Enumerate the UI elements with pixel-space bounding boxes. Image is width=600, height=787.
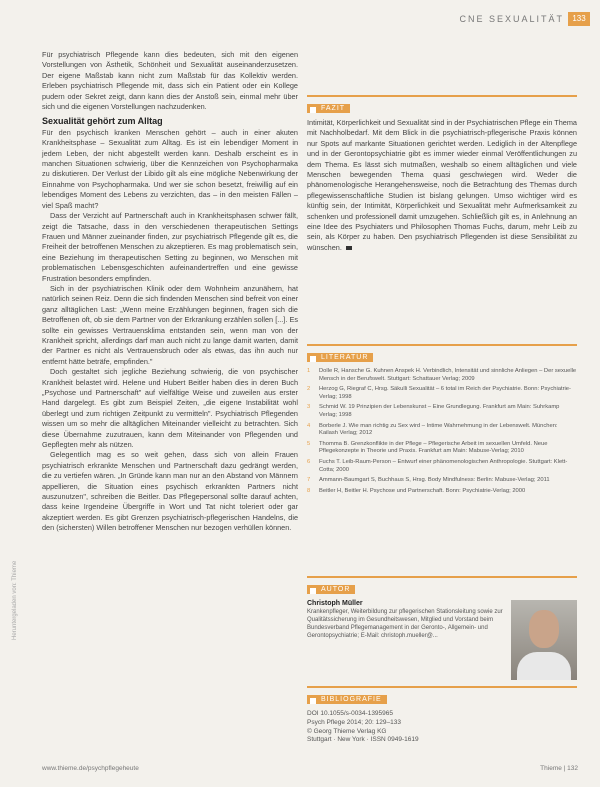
paragraph: Doch gestaltet sich jegliche Beziehung schwierig, die von psychischer Krankheit belastet wird. Helene und Hubert Beitler haben dies in deren Buch „Psychose und Partnerschaft" auf vielfältige Weise und zuweilen aus erster Hand dargelegt. Es gibt zum Beispiel Zeiten, „die eigene Instabilität wohl überlegt und zum richtigen Zeitpunkt zu vermitteln". Psychiatrisch Pflegenden wissen um so mehr die alltäglichen Miteinander vielleicht zu betrachten. Sich diese Übernahme zuzutrauen, kann dem Miteinander von Pflegenden und Gepflegten mehr als nützen. [42,367,298,450]
literatur-number: 4 [307,422,311,429]
literatur-number: 8 [307,487,311,494]
literatur-text: Ammann-Baumgart S, Buchhaus S, Hrsg. Body Mindfulness: Berlin: Mabuse-Verlag; 2011 [319,477,550,484]
bib-line: DOI 10.1055/s-0034-1395965 [307,710,394,717]
literatur-box [307,344,577,498]
literatur-text: Thomma B. Grenzkonflikte in der Pflege – Pflegerische Arbeit im sexuellen Umfeld. Neue Pflegekonzepte in Theorie und Praxis. Frankfurt am Main: Mabuse-Verlag; 2010 [319,440,548,455]
literatur-item [307,368,577,383]
literatur-text: Borberle J. Wie man richtig zu Sex wird – Intime Wahrnehmung in der Lebenswelt. München: Kailash Verlag; 2012 [319,422,558,437]
literatur-item [307,459,577,474]
bibliografie-box [307,686,577,745]
bibliografie-label: BIBLIOGRAFIE [307,695,387,704]
bib-line: © Georg Thieme Verlag KG [307,727,387,735]
author-photo [511,600,577,680]
paragraph: Für den psychisch kranken Menschen gehört – auch in einer akuten Krankheitsphase – Sexualität zum Alltag. Es ist ein lebendiger Moment in jedem Leben, der nicht abgestellt werden kann. Deshalb erscheint es in manchen Situationen schwierig, über die Kennzeichen von Psychopharmaka zu diskutieren. Der Verlust der Libido gilt als eine mögliche Nebenwirkung der Einnahme von Psychopharmaka. Und wer sie schon besetzt, freiwillig auf ein lebendiges Moment des Lebens zu verzichten, das – in den meisten Fällen – viel Spaß macht? [42,127,298,210]
fazit-label: FAZIT [307,104,350,113]
bib-line: Psych Pflege 2014; 20: 129–133 [307,718,401,726]
literatur-number: 3 [307,404,311,411]
author-name: Christoph Müller [307,600,363,607]
literatur-item [307,423,577,438]
paragraph: Für psychiatrisch Pflegende kann dies bedeuten, sich mit den eigenen Vorstellungen von Ästhetik, Schönheit und Sexualität auseinanderzusetzen. Der eigene Maßstab kann nicht zum Maßstab für das Kollektiv werden. Erleben psychiatrisch Pflegende mit, dass sich ein Patient oder ein Kollege pudern oder Sekret zeigt, dann kann dies der Anstoß sein, einmal mehr über sich und die eigenen Vorstellungen nachzudenken. [42,50,298,112]
footer-page: Thieme | 132 [540,765,578,772]
literatur-text: Beitler H, Beitler H. Psychose und Partnerschaft. Bonn: Psychiatrie-Verlag; 2000 [319,487,526,494]
literatur-text: Schmid W. 19 Prinzipien der Lebenskunst – Eine Grundlegung. Frankfurt am Main: Suhrkamp Verlag; 1998 [319,404,560,418]
literatur-text: Dolle R, Hansche G. Kuhnen Anspek H. Verbindlich, Intensität und sinnliche Anliegen – Der sexuelle Mensch in der Berufswelt. Stuttgart: Schattauer Verlag; 2009 [319,368,577,382]
literatur-item [307,477,577,485]
end-mark-icon [346,246,352,250]
autor-box [307,576,577,680]
literatur-number: 1 [307,368,311,374]
download-note: Heruntergeladen von: Thieme [12,560,18,640]
paragraph: Gelegentlich mag es so weit gehen, dass sich von allein Frauen psychiatrisch erkrankte Menschen und Partnerschaft dazu gedrängt werden, die zu vertiefen wären. „In Gründe kann man nur an den Abstand von Männern appellieren, die Situation eines psychisch erkrankten Partners nicht auszunutzen", schreiben die Beitler. Das Pflegepersonal sollte darauf achten, dass keine Irgendeine Übergriffe in Wort und Tat nicht toleriert oder gar akzeptiert werden. Es gibt Grenzen psychiatrisch-pflegerischen Handelns, die den (sichersten) Willen betroffener Menschen nur bezogen verhüllen können. [42,450,298,533]
paragraph: Dass der Verzicht auf Partnerschaft auch in Krankheitsphasen schwer fällt, zeigt die Tatsache, dass in den verschiedenen therapeutischen Settings Frauen und Männer zueinander finden, zur psychiatrisch Pflegende gilt es, die Freiheit der betroffenen Menschen zu akzeptieren. Es mag problematisch sein, eine Beziehung im therapeutischen Setting zu beginnen, wo Menschen mit problematischen Lebensgeschichten aufeinandertreffen und eine gewisse Frustration besonders empfinden. [42,211,298,283]
bib-line: Stuttgart · New York · ISSN 0949-1619 [307,736,419,744]
left-column [42,50,298,534]
footer-url: www.thieme.de/psychpflegeheute [42,765,139,772]
autor-label: AUTOR [307,585,355,594]
literatur-number: 6 [307,458,311,465]
literatur-label: LITERATUR [307,353,373,362]
literatur-number: 2 [307,386,311,393]
literatur-item [307,404,577,419]
literatur-number: 7 [307,477,311,484]
literatur-text: Fuchs T. Leib-Raum-Person – Entwurf einer phänomenologischen Anthropologie. Stuttgart: Klett-Cotta; 2000 [319,458,568,473]
paragraph: Sich in der psychiatrischen Klinik oder dem Wohnheim anzunähern, hat natürlich seinen Reiz. Denn die sich findenden Menschen sind befreit von einer ganz alltäglichen Last: „Wenn meine Erzählungen beginnen, fragen sich die Betroffenen oft, ob sie dem Partner von der Erkrankung erzählen sollen [...]. Es sollte ein gewisses Vertrauensklima entstanden sein, wenn man von der Krankheit spricht, allerdings darf man auch nicht zu lange damit warten, damit der Partner es nicht als Vertrauensbruch oder als etwas, das ihn auch nur entfernt hätte beträfe, empfinden." [42,283,298,366]
literatur-number: 5 [307,440,311,447]
fazit-text: Intimität, Körperlichkeit und Sexualität sind in der Psychiatrischen Pflege ein Thema mit Nachholbedarf. Mit dem Blick in die psychiatrisch-pflegerische Praxis können nur Spots auf markante Situationen gerichtet werden. Lediglich in der Altenpflege und in der Gerontopsychiatrie gibt es immer wieder einmal Veröffentlichungen zu dem Thema. Es lässt sich mutmaßen, weshalb so einem alltäglichen und viele Menschen bewegenden Thema quasi geschwiegen wird. Weder die phänomenologische Herangehensweise, noch die Betrachtung des Themas durch pflegewissenschaftliche Studien ist bislang gelungen. Umso wichtiger wird es künftig sein, der Intimität, Körperlichkeit und Sexualität mehr Aufmerksamkeit zu schenken und professionell damit umzugehen. Schließlich gilt es, in Anlehnung an eine Idee des Psychiaters und Philosophen Thomas Fuchs, darum, mehr Leib zu sein, als Körper zu haben. Den psychiatrisch Pflegenden ist diese Sensibilität zu wünschen. [307,118,577,252]
literatur-item [307,386,577,401]
section-heading: Sexualität gehört zum Alltag [42,116,163,127]
literatur-item [307,488,577,496]
author-bio: Krankenpfleger, Weiterbildung zur pflegerischen Stationsleitung sowie zur Qualitätssicherung im Gesundheitswesen, Mitglied und Vorstand beim Bundesverband Pflegemanagement in der Geronto-, Allgemein- und Gerontopsychiatrie; E-Mail: christoph.mueller@... [307,609,503,639]
literatur-list [307,368,577,495]
fazit-box [307,95,577,253]
literatur-item [307,441,577,456]
literatur-text: Herzog G, Riegraf C, Hrsg. Säkulli Sexualität – 6 total im Reich der Psychiatrie. Bonn: Psychiatrie-Verlag; 1998 [319,386,571,400]
page-number-box: 133 [568,12,590,26]
page-header [440,12,590,26]
section-title: CNE SEXUALITÄT [459,14,564,24]
